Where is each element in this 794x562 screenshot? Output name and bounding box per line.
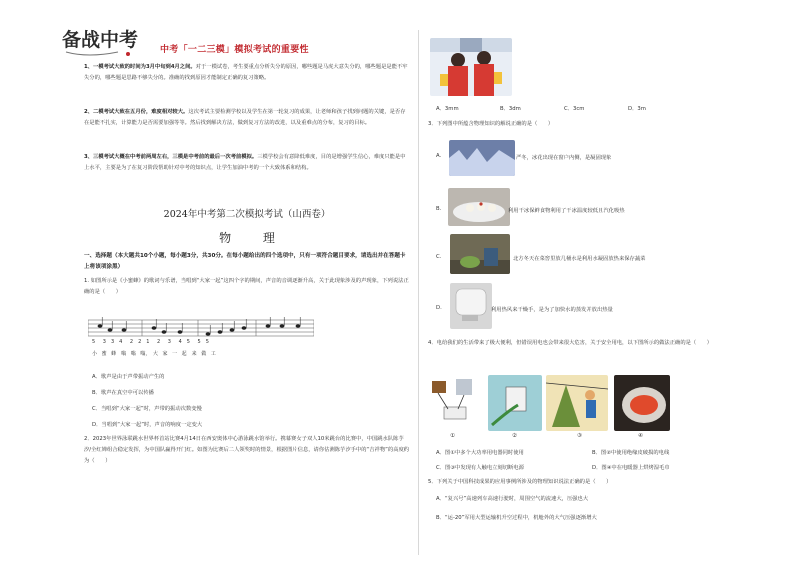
q2-option-b: B．3dm xyxy=(500,106,521,112)
q1-option-c: C．当唱到“大家一起”时，声带的振动次数变慢 xyxy=(92,406,202,412)
section-heading: 一、选择题（本大题共10个小题，每小题3分，共30分。在每小题给出的四个选项中，只有一项符合题目要求，请选出并在答题卡上将该项涂黑） xyxy=(84,253,406,270)
intro-lead: 2、二模考试大致在五月份，难度相对较大。 xyxy=(84,109,189,115)
electric-shock-rescue-image xyxy=(546,375,608,431)
brand-logo xyxy=(58,22,154,62)
numbered-notation: 5 3 3 4 2 2 1 2 3 4 5 5 5 xyxy=(92,339,209,345)
heater-towel-image xyxy=(614,375,670,431)
figure-label-4: ④ xyxy=(638,433,643,439)
intro-text: 三模学校会有意降低难度，目的是增强学生信心，难度只能是中上水平，主要是为了在复习阶段帮助针对中考的知识点，让学生加油中考的一个大致体系和结构。 xyxy=(84,154,406,171)
q3-label-b: B. xyxy=(436,206,442,212)
promo-title: 中考「一二三模」模拟考试的重要性 xyxy=(160,45,309,55)
column-divider xyxy=(418,30,419,555)
damaged-wire-image xyxy=(488,375,542,431)
q5-option-a: A．“复兴号”高速列车高速行驶时，周围空气的流速大，压强也大 xyxy=(436,496,589,502)
q2-option-c: C．3cm xyxy=(564,106,585,112)
frost-window-image xyxy=(449,140,515,176)
figure-label-2: ② xyxy=(512,433,517,439)
question-4-stem: 4．电给我们的生活带来了极大便利，但错误用电也会带来很大危害，关于安全用电，以下图所示的做法正确的是（ ） xyxy=(428,340,713,346)
q4-option-a: A．图①中多个大功率用电器同时使用 xyxy=(436,450,524,456)
exam-title-block xyxy=(84,206,410,246)
svg-text:备战中考: 备战中考 xyxy=(62,29,139,51)
q3-text-a: 严冬，冰花出现在窗户内侧，是凝固现象 xyxy=(516,155,612,161)
exam-subject: 物 理 xyxy=(219,231,289,245)
q1-option-b: B．歌声在真空中可以传播 xyxy=(92,390,154,396)
q3-text-d: 利用热风来干燥手，是为了加快水的蒸发并放出热量 xyxy=(491,307,613,313)
q4-option-d: D．图④中在电暖器上烘烤湿毛巾 xyxy=(592,465,670,471)
vegetable-cellar-image xyxy=(450,234,510,274)
q3-text-c: 北方冬天在菜窖里放几桶水是利用水凝固放热来保存蔬菜 xyxy=(513,256,646,262)
intro-text: 这次考试主要检测学校以及学生在第一轮复习的成果，让老师和孩子找到问题的关键，是否存在是能不扎实，计算能力是否需要加强等等。然后找到解决方法，做到复习方法的改进，以及重难点的分布，复习的目标。 xyxy=(84,109,406,126)
intro-text: 对于一模试卷，考生要重点分析失分的原因，哪些题是马虎大意失分的，哪些题是是能不牢失分的，哪些题是思路不够失分的。准确的找到原因才能制定正确的复习策略。 xyxy=(84,64,408,81)
intro-paragraph-3 xyxy=(84,152,410,174)
q2-option-a: A．3mm xyxy=(436,106,459,112)
question-2-stem: 2．2023年世界泳联跳水世界杯首站比赛4月14日在西安奥体中心游泳跳水馆举行。携幕赛女子双人10米跳台的比赛中，中国跳水队陈芋汐/全红婵组合稳定发挥，为中国队赢得开门红。如图为比赛后二人领奖时的情景，根据图片信息，请你估测陈芋汐手中的“吉祥物”的高度约为（ ） xyxy=(84,436,410,464)
figure-label-3: ③ xyxy=(577,433,582,439)
song-lyrics: 小 蜜 蜂 嗡 嗡 嗡， 大 家 一 起 来 做 工 xyxy=(92,351,216,357)
q3-label-c: C. xyxy=(436,254,442,260)
q3-label-d: D. xyxy=(436,305,442,311)
question-5-stem: 5．下列关于中国科技成果的应用事例所涉及的物理知识说法正确的是（ ） xyxy=(428,479,612,485)
exam-title: 2024年中考第二次模拟考试（山西卷） xyxy=(163,209,331,220)
intro-lead: 3、三模考试大概在中考前两周左右，三模是中考前的最后一次考前模拟。 xyxy=(84,154,258,160)
question-3-stem: 3．下列图中所蕴含物理知识的解说正确的是（ ） xyxy=(428,121,554,127)
intro-paragraph-2 xyxy=(84,107,410,129)
q5-option-b: B．“运-20”军用大型运输机升空过程中，机舱外的大气压强逐渐增大 xyxy=(436,515,597,521)
dry-ice-food-image xyxy=(448,188,510,226)
question-1-stem: 1. 如图所示是《小蜜蜂》的歌词与乐谱，当唱到“大家一起”这四个字的期间，声音的音调逐渐升高，关于此现象涉及的声现象，下列说法正确的是（ ） xyxy=(84,278,409,295)
q1-option-d: D．当唱到“大家一起”时，声音的响度一定变大 xyxy=(92,422,203,428)
intro-lead: 1、一模考试大致的时间为3月中旬到4月之间。 xyxy=(84,64,196,70)
q3-label-a: A. xyxy=(436,153,442,159)
q3-text-b: 利用干冰保鲜食物利用了干冰温度较低且汽化吸热 xyxy=(508,208,625,214)
award-ceremony-photo xyxy=(430,38,512,96)
intro-paragraph-1 xyxy=(84,62,410,84)
q2-option-d: D．3m xyxy=(628,106,646,112)
hand-dryer-image xyxy=(450,283,492,329)
overloaded-outlet-image xyxy=(428,375,480,431)
q1-option-a: A．歌声是由于声带振动产生的 xyxy=(92,374,165,380)
q4-option-c: C．图③中发现有人触电立刻切断电源 xyxy=(436,465,524,471)
q2-options xyxy=(436,104,692,112)
q4-option-b: B．图②中使用绝缘皮破损的电线 xyxy=(592,450,670,456)
figure-label-1: ① xyxy=(450,433,455,439)
